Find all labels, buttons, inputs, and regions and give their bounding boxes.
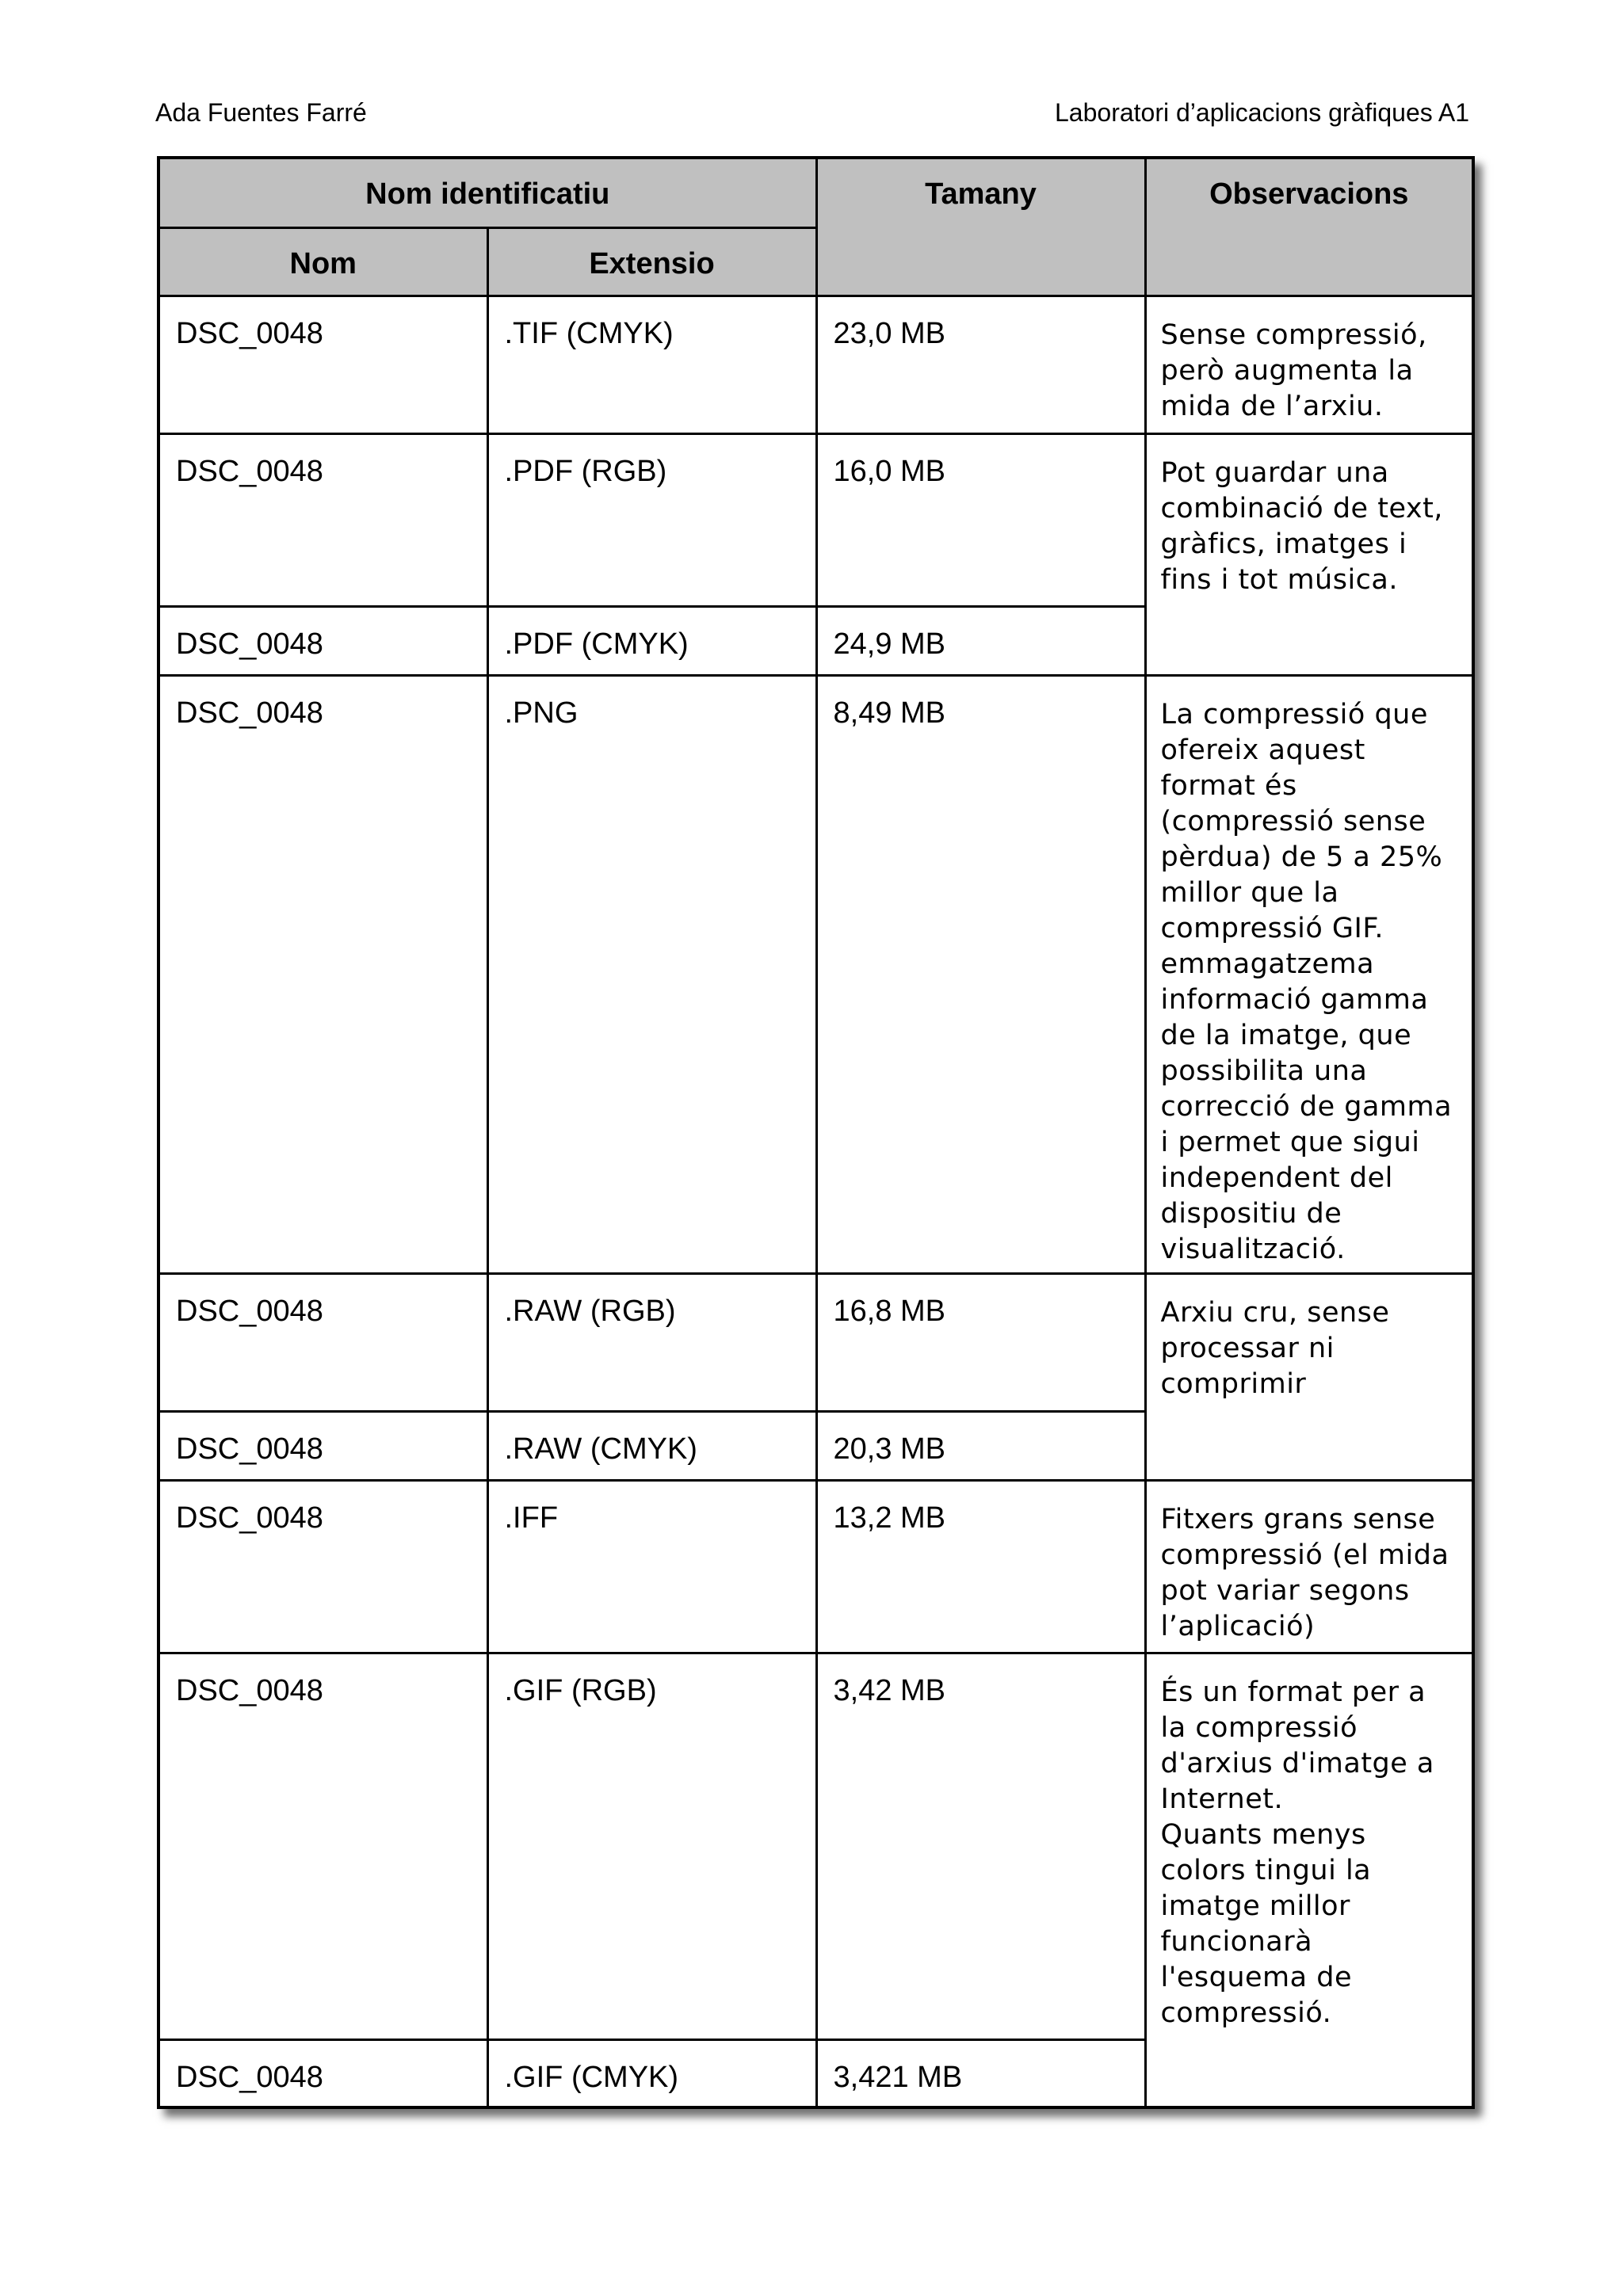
cell-observation: Arxiu cru, sense processar ni comprimir (1145, 1273, 1473, 1480)
table-row (158, 433, 1473, 606)
cell-extension: .PDF (CMYK) (487, 606, 816, 675)
cell-name: DSC_0048 (158, 1480, 487, 1653)
table-row (158, 675, 1473, 1273)
cell-name: DSC_0048 (158, 2039, 487, 2107)
cell-name: DSC_0048 (158, 433, 487, 606)
cell-size: 20,3 MB (816, 1411, 1145, 1480)
cell-size: 13,2 MB (816, 1480, 1145, 1653)
cell-name: DSC_0048 (158, 1653, 487, 2039)
cell-size: 8,49 MB (816, 675, 1145, 1273)
cell-size: 16,8 MB (816, 1273, 1145, 1411)
cell-extension: .RAW (CMYK) (487, 1411, 816, 1480)
header-tamany: Tamany (816, 158, 1145, 296)
header-observacions: Observacions (1145, 158, 1473, 296)
cell-name: DSC_0048 (158, 1273, 487, 1411)
header-extensio: Extensio (487, 227, 816, 296)
cell-extension: .GIF (CMYK) (487, 2039, 816, 2107)
cell-observation: La compressió que ofereix aquest format és (compressió sense pèrdua) de 5 a 25% millor que la compressió GIF. emmagatzema informació gamma de la imatge, que possibilita una correcció de gamma i permet que sigui independent del dispositiu de visualització. (1145, 675, 1473, 1273)
cell-extension: .GIF (RGB) (487, 1653, 816, 2039)
cell-name: DSC_0048 (158, 675, 487, 1273)
cell-size: 23,0 MB (816, 296, 1145, 433)
cell-observation: És un format per a la compressió d'arxius d'imatge a Internet. Quants menys colors tingui la imatge millor funcionarà l'esquema de compressió. (1145, 1653, 1473, 2107)
cell-extension: .PNG (487, 675, 816, 1273)
cell-extension: .RAW (RGB) (487, 1273, 816, 1411)
author-name: Ada Fuentes Farré (155, 98, 367, 127)
table-row (158, 1273, 1473, 1411)
cell-observation: Fitxers grans sense compressió (el mida pot variar segons l’aplicació) (1145, 1480, 1473, 1653)
cell-size: 3,421 MB (816, 2039, 1145, 2107)
cell-size: 16,0 MB (816, 433, 1145, 606)
header-nom: Nom (158, 227, 487, 296)
table-row (158, 1653, 1473, 2039)
cell-size: 3,42 MB (816, 1653, 1145, 2039)
formats-table (157, 156, 1475, 2109)
cell-extension: .TIF (CMYK) (487, 296, 816, 433)
cell-observation: Sense compressió, però augmenta la mida de l’arxiu. (1145, 296, 1473, 433)
cell-observation: Pot guardar una combinació de text, gràfics, imatges i fins i tot música. (1145, 433, 1473, 675)
cell-extension: .PDF (RGB) (487, 433, 816, 606)
formats-table-container (157, 156, 1475, 2109)
cell-name: DSC_0048 (158, 606, 487, 675)
table-row (158, 296, 1473, 433)
header-nom-identificatiu: Nom identificatiu (158, 158, 816, 227)
course-title: Laboratori d’aplicacions gràfiques A1 (1055, 98, 1469, 127)
cell-name: DSC_0048 (158, 296, 487, 433)
table-row (158, 1480, 1473, 1653)
cell-name: DSC_0048 (158, 1411, 487, 1480)
cell-size: 24,9 MB (816, 606, 1145, 675)
cell-extension: .IFF (487, 1480, 816, 1653)
